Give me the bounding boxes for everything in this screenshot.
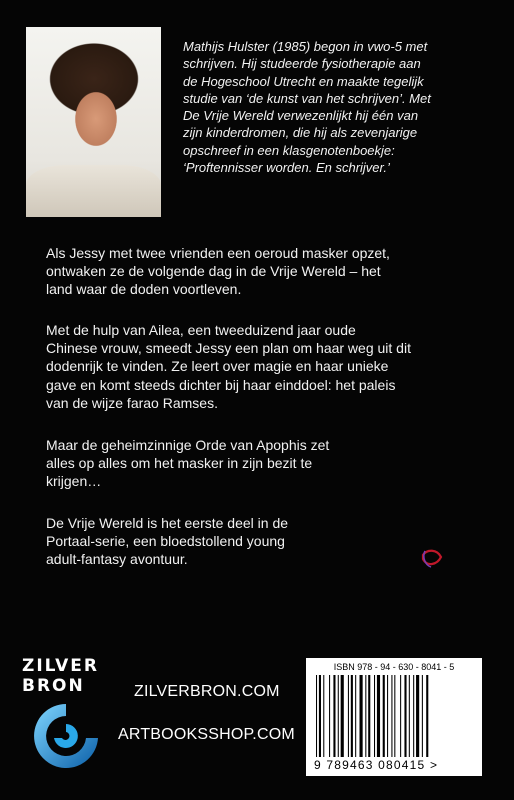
publisher-url[interactable]: ZILVERBRON.COM: [134, 683, 280, 700]
blurb-line: Maar de geheimzinnige Orde van Apophis zet: [46, 437, 330, 453]
blurb-line: Met de hulp van Ailea, een tweeduizend jaar oude: [46, 322, 356, 338]
blurb-line: land waar de doden voortleven.: [46, 281, 242, 298]
blurb-line: De Vrije Wereld is het eerste deel in de: [46, 515, 289, 531]
isbn-number: 9 789463 080415 >: [314, 758, 439, 772]
shop-url[interactable]: ARTBOOKSSHOP.COM: [118, 726, 295, 743]
blurb-line: krijgen…: [46, 473, 102, 490]
author-sweater: [26, 165, 161, 217]
author-bio: [183, 38, 489, 176]
swirl-icon: [28, 698, 104, 774]
barcode: [306, 658, 482, 776]
blurb-line: alles op alles om het masker in zijn bezit te: [46, 455, 313, 472]
bio-line: ‘Proftennisser worden. En schrijver.’: [183, 160, 390, 176]
bio-line: schrijven. Hij studeerde fysiotherapie aan: [183, 56, 421, 72]
blurb-line: dodenrijk te vinden. Ze leert over magie en haar unieke: [46, 358, 389, 375]
publisher-logo: [22, 658, 112, 695]
barcode-bars: [316, 675, 468, 757]
blurb-line: ontwaken ze de volgende dag in de Vrije Wereld – het: [46, 263, 381, 280]
blurb-paragraph-3: [46, 436, 486, 491]
bio-line: opschreef in een klasgenotenboekje:: [183, 142, 395, 158]
bio-line: studie van ‘de kunst van het schrijven’. Met: [183, 90, 431, 106]
bio-line: zijn kinderdromen, die hij als zevenjarige: [183, 125, 418, 141]
bio-line: Mathijs Hulster (1985) begon in vwo-5 met: [183, 39, 428, 54]
blurb-line: adult-fantasy avontuur.: [46, 551, 188, 568]
blurb-line: Portaal-serie, een bloedstollend young: [46, 533, 285, 550]
blurb-line: van de wijze farao Ramses.: [46, 394, 218, 411]
mask-icon: [419, 545, 445, 571]
bio-line: de Hogeschool Utrecht en maakte tegelijk: [183, 73, 424, 89]
author-photo: [26, 27, 161, 217]
logo-line-2: BRON: [22, 676, 85, 696]
blurb-paragraph-1: [46, 244, 486, 299]
logo-line-1: ZILVER: [22, 656, 100, 676]
blurb-line: gave en komt steeds dichter bij haar einddoel: het paleis: [46, 376, 396, 393]
blurb-line: Als Jessy met twee vrienden een oeroud masker opzet,: [46, 245, 390, 261]
blurb-paragraph-2: [46, 321, 486, 412]
isbn-label: ISBN 978 - 94 - 630 - 8041 - 5: [333, 662, 455, 672]
bio-line: De Vrije Wereld verwezenlijkt hij één van: [183, 108, 419, 124]
blurb-line: Chinese vrouw, smeedt Jessy een plan om haar weg uit dit: [46, 340, 411, 357]
